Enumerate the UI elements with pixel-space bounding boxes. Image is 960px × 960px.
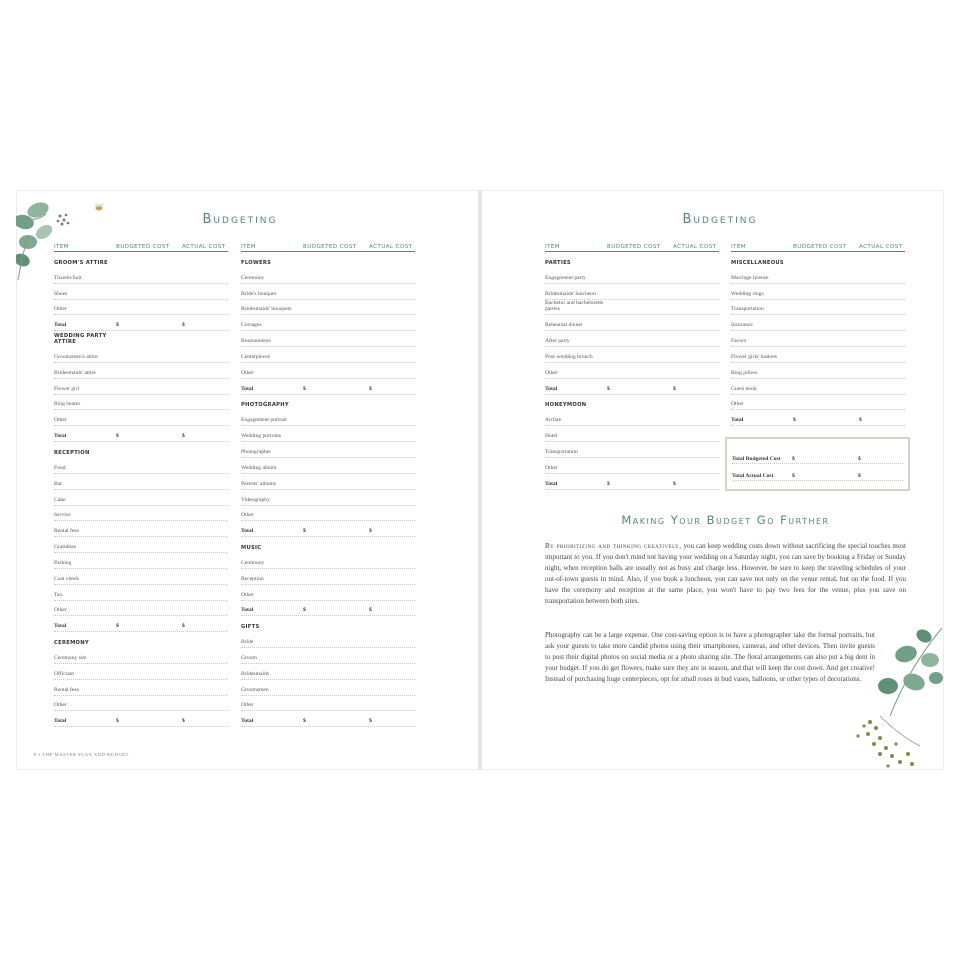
row-label: Wedding rings <box>731 290 764 297</box>
budget-row[interactable] <box>241 632 415 648</box>
budget-row[interactable] <box>241 315 415 331</box>
budget-row[interactable] <box>731 315 905 331</box>
budget-row[interactable] <box>731 347 905 363</box>
budgeted-cost-field[interactable]: $ <box>116 322 119 329</box>
row-label: After party <box>545 338 570 345</box>
budget-row[interactable] <box>731 379 905 395</box>
budget-row[interactable] <box>241 506 415 522</box>
row-label: Ring pillow <box>731 369 758 376</box>
article-paragraph-2: Photography can be a large expense. One cost-saving option is to have a photographer take the formal portraits, but ask your guests to take more candid photos using their smartphones, cameras, and other devices. Then invite guests to post their digital photos on social media or a photo sharing site. The floral arrangements can also put a big dent in your budget. If you do get flowers, make sure they are in season, and that will keep the cost down. And get creative! Instead of purchasing huge centerpieces, opt for small roses in bud vases, balloons, or other types of decorations. <box>545 631 875 684</box>
budget-row[interactable] <box>54 585 228 601</box>
eucalyptus-bottom-right-illustration <box>850 626 944 770</box>
budget-table-right-col-1 <box>545 241 719 490</box>
budget-row[interactable] <box>241 696 415 712</box>
budget-row[interactable] <box>54 268 228 284</box>
budget-row[interactable] <box>731 363 905 379</box>
page-footer: 8 • THE MASTER PLAN AND BUDGET <box>34 752 129 757</box>
budget-row[interactable] <box>54 696 228 712</box>
row-label: Groomsmen's attire <box>54 353 98 360</box>
grand-totals-box <box>725 437 910 491</box>
budget-row[interactable] <box>241 347 415 363</box>
row-label: Gratuities <box>54 544 77 551</box>
row-label: Videography <box>241 496 270 503</box>
header-budgeted-cost: BUDGETED COST <box>116 244 170 250</box>
budget-row[interactable] <box>241 474 415 490</box>
actual-cost-field[interactable]: $ <box>673 385 676 392</box>
budgeted-cost-field[interactable]: $ <box>607 480 610 487</box>
row-label: Rental fees <box>54 686 80 693</box>
budget-row[interactable] <box>241 268 415 284</box>
row-label: Boutonnieres <box>241 338 271 345</box>
row-label: Other <box>54 702 67 709</box>
row-label: Total <box>545 385 558 392</box>
row-label: Ceremony <box>241 274 265 281</box>
row-label: WEDDING PARTY ATTIRE <box>54 333 107 346</box>
section-heading <box>54 252 228 268</box>
table-header <box>241 241 415 252</box>
budget-row[interactable] <box>241 410 415 426</box>
row-label: Other <box>54 417 67 424</box>
row-label: Bridesmaids' attire <box>54 369 96 376</box>
section-heading <box>54 632 228 648</box>
budgeted-cost-field[interactable]: $ <box>607 385 610 392</box>
total-row[interactable] <box>241 521 415 537</box>
row-label: Post-wedding brunch <box>545 353 593 360</box>
budgeted-cost-field[interactable]: $ <box>303 528 306 535</box>
article-heading: Making Your Budget Go Further <box>621 513 830 527</box>
row-label: Cake <box>54 496 66 503</box>
row-label: GIFTS <box>241 624 260 631</box>
budget-row[interactable] <box>54 680 228 696</box>
budget-row[interactable] <box>545 331 719 347</box>
row-label: FLOWERS <box>241 259 272 266</box>
row-label: Total <box>545 480 558 487</box>
section-heading <box>241 395 415 411</box>
budget-row[interactable] <box>54 284 228 300</box>
actual-cost-field[interactable]: $ <box>182 718 185 725</box>
budget-row[interactable] <box>241 490 415 506</box>
row-label: Tax <box>54 591 63 598</box>
article-paragraph-1 <box>545 541 906 608</box>
budget-row[interactable] <box>241 331 415 347</box>
row-label: Wedding portraits <box>241 433 282 440</box>
row-label: RECEPTION <box>54 449 90 456</box>
row-label: PARTIES <box>545 259 571 266</box>
row-label: Marriage license <box>731 274 769 281</box>
row-label: Officiant <box>54 670 75 677</box>
row-label: Other <box>54 306 67 313</box>
section-heading <box>241 616 415 632</box>
page-gutter <box>479 190 481 770</box>
budget-row[interactable] <box>54 458 228 474</box>
row-label: Other <box>241 591 254 598</box>
row-label: Bride's bouquet <box>241 290 277 297</box>
budget-row[interactable] <box>545 284 719 300</box>
header-budgeted-cost: BUDGETED COST <box>607 244 661 250</box>
actual-cost-field[interactable]: $ <box>369 528 372 535</box>
budget-row[interactable] <box>241 569 415 585</box>
row-label: Rehearsal dinner <box>545 322 583 329</box>
row-label: Coat check <box>54 575 80 582</box>
header-actual-cost: ACTUAL COST <box>182 244 226 250</box>
left-page-heading: Budgeting <box>202 212 278 227</box>
table-header <box>731 241 905 252</box>
budget-row[interactable] <box>545 300 719 316</box>
budget-row[interactable] <box>54 410 228 426</box>
row-label: Guest book <box>731 385 757 392</box>
total-actual-row <box>732 464 903 481</box>
actual-cost-field[interactable]: $ <box>182 322 185 329</box>
total-row[interactable] <box>241 601 415 617</box>
budget-row[interactable] <box>545 426 719 442</box>
header-item: ITEM <box>241 244 257 250</box>
row-label: Food <box>54 464 66 471</box>
budget-row[interactable] <box>54 363 228 379</box>
row-label: Centerpieces <box>241 353 270 360</box>
budget-row[interactable] <box>54 664 228 680</box>
row-label: Parents' albums <box>241 480 277 487</box>
row-label: Shoes <box>54 290 68 297</box>
row-label: Groom <box>241 654 257 661</box>
budget-row[interactable] <box>241 300 415 316</box>
row-label: Transportation <box>545 448 578 455</box>
row-label: CEREMONY <box>54 640 89 647</box>
row-label: Rental fees <box>54 528 80 535</box>
budget-row[interactable] <box>54 506 228 522</box>
budget-row[interactable] <box>54 347 228 363</box>
section-heading <box>54 442 228 458</box>
budget-row[interactable] <box>54 395 228 411</box>
row-label: Total <box>731 417 744 424</box>
budgeted-cost-field[interactable]: $ <box>303 607 306 614</box>
section-heading <box>731 252 905 268</box>
actual-cost-field[interactable]: $ <box>182 623 185 630</box>
budget-table-left-col-1 <box>54 241 228 727</box>
budget-row[interactable] <box>545 315 719 331</box>
row-label: Other <box>241 369 254 376</box>
table-header <box>54 241 228 252</box>
budget-row[interactable] <box>54 521 228 537</box>
row-label: Insurance <box>731 322 753 329</box>
budget-row[interactable] <box>54 490 228 506</box>
budget-row[interactable] <box>54 569 228 585</box>
budget-row[interactable] <box>241 553 415 569</box>
row-label: Flower girl <box>54 385 80 392</box>
row-label: Other <box>545 464 558 471</box>
actual-cost-field[interactable]: $ <box>859 417 862 424</box>
budget-table-left-col-2 <box>241 241 415 727</box>
budget-row[interactable] <box>241 664 415 680</box>
row-label: Bride <box>241 639 254 646</box>
row-label: Transportation <box>731 306 764 313</box>
row-label: Bridesmaids' luncheon <box>545 290 596 297</box>
row-label: Total <box>54 433 67 440</box>
row-label: Groomsmen <box>241 686 269 693</box>
budget-row[interactable] <box>54 648 228 664</box>
row-label: Other <box>731 401 744 408</box>
budgeted-cost-field[interactable]: $ <box>303 718 306 725</box>
total-actual-currency: $ <box>792 473 795 479</box>
budget-row[interactable] <box>54 537 228 553</box>
row-label: Total <box>241 607 254 614</box>
budget-row[interactable] <box>241 363 415 379</box>
row-label: Bridesmaids <box>241 670 269 677</box>
budget-row[interactable] <box>54 601 228 617</box>
row-label: Other <box>241 512 254 519</box>
header-actual-cost: ACTUAL COST <box>673 244 717 250</box>
row-label: Bachelor and bachelorette parties <box>545 300 604 313</box>
total-row[interactable] <box>241 379 415 395</box>
row-label: Hotel <box>545 433 558 440</box>
actual-cost-field[interactable]: $ <box>369 607 372 614</box>
budget-row[interactable] <box>545 268 719 284</box>
section-heading <box>545 252 719 268</box>
actual-cost-field[interactable]: $ <box>673 480 676 487</box>
budgeted-cost-field[interactable]: $ <box>116 718 119 725</box>
total-budgeted-actual-currency: $ <box>858 456 861 462</box>
header-item: ITEM <box>545 244 561 250</box>
row-label: Bridesmaids' bouquets <box>241 306 292 313</box>
budget-row[interactable] <box>241 648 415 664</box>
row-label: Ring bearer <box>54 401 81 408</box>
row-label: Other <box>241 702 254 709</box>
header-item: ITEM <box>731 244 747 250</box>
budget-row[interactable] <box>54 379 228 395</box>
budget-row[interactable] <box>731 300 905 316</box>
row-label: Other <box>54 607 67 614</box>
section-heading <box>54 331 228 347</box>
total-row[interactable] <box>54 616 228 632</box>
total-budgeted-row <box>732 447 903 464</box>
total-row[interactable] <box>54 711 228 727</box>
section-heading <box>545 395 719 411</box>
total-row[interactable] <box>731 410 905 426</box>
row-label: Total <box>54 623 67 630</box>
budget-row[interactable] <box>241 426 415 442</box>
row-label: Bar <box>54 480 63 487</box>
budget-row[interactable] <box>54 300 228 316</box>
budget-row[interactable] <box>731 395 905 411</box>
row-label: Reception <box>241 575 264 582</box>
row-label: PHOTOGRAPHY <box>241 402 289 409</box>
row-label: MUSIC <box>241 545 262 552</box>
total-row[interactable] <box>545 474 719 490</box>
budget-row[interactable] <box>545 410 719 426</box>
row-label: Ceremony <box>241 559 265 566</box>
row-label: Favors <box>731 338 747 345</box>
section-heading <box>241 252 415 268</box>
row-label: Wedding album <box>241 464 277 471</box>
budget-table-right-col-2 <box>731 241 905 426</box>
row-label: Total <box>241 528 254 535</box>
header-budgeted-cost: BUDGETED COST <box>793 244 847 250</box>
row-label: Corsages <box>241 322 262 329</box>
actual-cost-field[interactable]: $ <box>369 385 372 392</box>
budget-row[interactable] <box>241 458 415 474</box>
row-label: Total <box>241 718 254 725</box>
row-label: Airfare <box>545 417 562 424</box>
actual-cost-field[interactable]: $ <box>369 718 372 725</box>
budget-row[interactable] <box>731 268 905 284</box>
table-header <box>545 241 719 252</box>
row-label: Engagement party <box>545 274 586 281</box>
budget-row[interactable] <box>545 363 719 379</box>
total-row[interactable] <box>54 426 228 442</box>
budget-row[interactable] <box>545 458 719 474</box>
budgeted-cost-field[interactable]: $ <box>303 385 306 392</box>
header-budgeted-cost: BUDGETED COST <box>303 244 357 250</box>
row-label: Other <box>545 369 558 376</box>
bee-icon <box>92 202 106 212</box>
budget-row[interactable] <box>54 474 228 490</box>
total-actual-actual-currency: $ <box>858 473 861 479</box>
actual-cost-field[interactable]: $ <box>182 433 185 440</box>
row-label: Service <box>54 512 71 519</box>
total-budgeted-label: Total Budgeted Cost <box>732 456 781 462</box>
budgeted-cost-field[interactable]: $ <box>793 417 796 424</box>
row-label: Total <box>54 718 67 725</box>
total-budgeted-currency: $ <box>792 456 795 462</box>
row-label: Total <box>241 385 254 392</box>
budget-row[interactable] <box>54 553 228 569</box>
header-actual-cost: ACTUAL COST <box>369 244 413 250</box>
budgeted-cost-field[interactable]: $ <box>116 433 119 440</box>
section-heading <box>241 537 415 553</box>
row-label: Tuxedo/Suit <box>54 274 82 281</box>
row-label: Total <box>54 322 67 329</box>
row-label: Parking <box>54 559 72 566</box>
row-label: GROOM'S ATTIRE <box>54 259 108 266</box>
row-label: Flower girls' baskets <box>731 353 778 360</box>
row-label: Ceremony site <box>54 654 87 661</box>
budget-row[interactable] <box>241 585 415 601</box>
total-row[interactable] <box>545 379 719 395</box>
budget-row[interactable] <box>241 442 415 458</box>
budget-row[interactable] <box>731 284 905 300</box>
row-label: MISCELLANEOUS <box>731 259 784 266</box>
budget-row[interactable] <box>731 331 905 347</box>
budget-row[interactable] <box>241 680 415 696</box>
article-paragraph-1-body: you can keep wedding costs down without sacrificing the special touches most important to you. If you don't mind not having your wedding on a Saturday night, you can save by booking a Friday or Sunday night, when reception halls are usually not as busy and charge less. However, be sure to keep the traveling schedules of your out-of-town guests in mind. Also, if you book a luncheon, you can save not only on the venue rental, but on the food. If you have the ceremony and reception at the same place, you won't have to pay two fees for the venue, plus you save on transportation between both sites. <box>545 542 906 606</box>
budgeted-cost-field[interactable]: $ <box>116 623 119 630</box>
budget-row[interactable] <box>241 284 415 300</box>
budget-row[interactable] <box>545 347 719 363</box>
row-label: Engagement portrait <box>241 417 287 424</box>
budget-row[interactable] <box>545 442 719 458</box>
right-page-heading: Budgeting <box>682 212 758 227</box>
total-row[interactable] <box>241 711 415 727</box>
row-label: Photographer <box>241 448 272 455</box>
row-label: HONEYMOON <box>545 402 587 409</box>
article-paragraph-1-lead: By prioritizing and thinking creatively, <box>545 542 682 550</box>
total-row[interactable] <box>54 315 228 331</box>
header-actual-cost: ACTUAL COST <box>859 244 903 250</box>
total-actual-label: Total Actual Cost <box>732 473 774 479</box>
header-item: ITEM <box>54 244 70 250</box>
